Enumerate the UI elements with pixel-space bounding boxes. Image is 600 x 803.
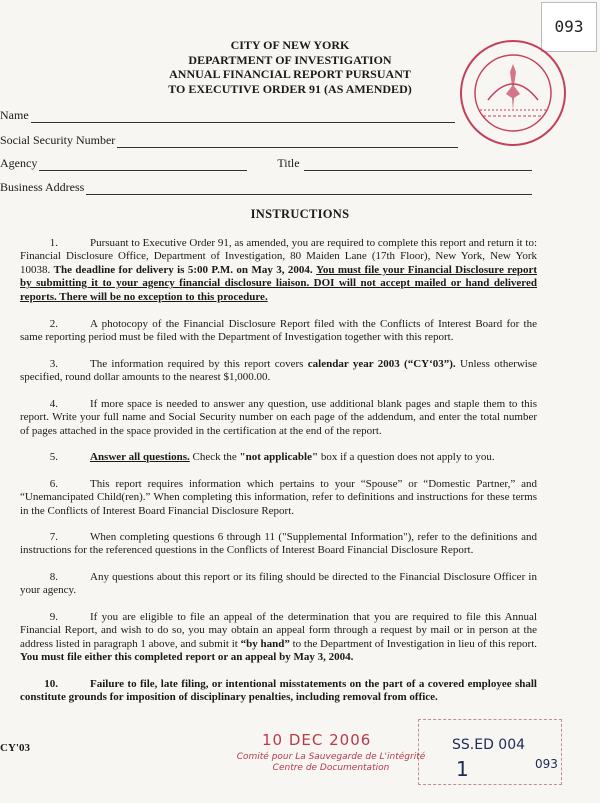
paragraph-8 [20, 571, 537, 598]
handwritten-number: 1 [456, 757, 469, 781]
paragraph-2 [20, 318, 537, 345]
by-hand-text: “by hand” [240, 637, 290, 650]
page-number: 093 [554, 17, 584, 36]
paragraph-number: 10. [44, 678, 58, 690]
paragraph-number: 3. [49, 358, 58, 370]
header-line-1: CITY OF NEW YORK [230, 38, 350, 52]
agency-line[interactable] [39, 159, 247, 171]
date-stamp: 10 DEC 2006 [262, 731, 372, 749]
paragraph-text: When completing questions 6 through 11 ("Supplemental Information"), refer to the definitions and instructions for the referenced questions in the Conflicts of Interest Board Financial Disclosure Report. [20, 531, 537, 557]
paragraph-text: to the Department of Investigation in lieu of this report. [292, 637, 538, 650]
document-header [100, 38, 480, 96]
agency-label: Agency [0, 156, 38, 170]
name-field[interactable] [0, 108, 455, 123]
ssn-line[interactable] [117, 136, 458, 148]
documentation-centre-stamp [236, 752, 426, 774]
handwritten-code: SS.ED 004 [452, 737, 526, 753]
paragraph-text: Any questions about this report or its filing should be directed to the Financial Disclosure Officer in your agency. [20, 571, 537, 597]
title-line[interactable] [304, 159, 532, 171]
centre-stamp-line-1: Comité pour La Sauvegarde de L'intégrité [236, 752, 426, 762]
centre-stamp-line-2: Centre de Documentation [272, 763, 390, 773]
handwritten-page-ref: 093 [535, 757, 558, 771]
ssn-field[interactable] [0, 133, 458, 148]
business-address-line[interactable] [86, 183, 532, 195]
paragraph-number: 9. [49, 611, 58, 623]
paragraph-number: 7. [49, 531, 58, 543]
seal-stamp-icon [458, 38, 568, 148]
paragraph-text: The information required by this report covers [90, 358, 304, 370]
header-line-2: DEPARTMENT OF INVESTIGATION [188, 52, 392, 67]
title-label: Title [277, 156, 300, 170]
paragraph-text: If you are eligible to file an appeal of the determination that you are required to file this Annual Financial Report, and wish to do so, you may obtain an appeal form through a request by mail or in person at the address listed in paragraph 1 above, and submit it [20, 611, 537, 650]
paragraph-number: 6. [49, 478, 58, 490]
appeal-deadline-text: You must file either this completed report or an appeal by May 3, 2004. [20, 651, 354, 664]
paragraph-text: This report requires information which pertains to your “Spouse” or “Domestic Partner,” and “Unemancipated Child(ren).” When completing this information, refer to definitions and instructions for these terms in the Conflicts of Interest Board Financial Disclosure Report. [20, 478, 537, 517]
not-applicable-text: "not applicable" [239, 451, 319, 463]
ssn-label: Social Security Number [0, 133, 116, 147]
header-line-4: TO EXECUTIVE ORDER 91 (AS AMENDED) [168, 81, 412, 96]
paragraph-7 [20, 531, 537, 558]
business-address-field[interactable] [0, 180, 532, 195]
calendar-year-text: calendar year 2003 (“CY‘03”). [307, 358, 456, 370]
paragraph-number: 1. [49, 237, 58, 249]
instructions-title: INSTRUCTIONS [250, 207, 350, 221]
paragraph-text: A photocopy of the Financial Disclosure Report filed with the Conflicts of Interest Board for the same reporting period must be filed with the Department of Investigation together with this report. [20, 318, 537, 344]
paragraph-text: Pursuant to Executive Order 91, as amended, you are required to complete this report and return it to: Financial Disclosure Office, Department of Investigation, 80 Maiden Lane (17th Floor), New York, New York 10038. [20, 237, 537, 276]
paragraph-10 [20, 678, 537, 705]
name-line[interactable] [31, 111, 455, 123]
paragraph-number: 2. [49, 318, 58, 330]
paragraph-text: box if a question does not apply to you. [320, 451, 495, 463]
agency-title-row [0, 156, 532, 171]
paragraph-4 [20, 398, 537, 438]
paragraph-9 [20, 611, 537, 665]
answer-all-text: Answer all questions. [90, 451, 190, 463]
paragraph-text: Check the [192, 451, 237, 463]
deadline-text: The deadline for delivery is 5:00 P.M. on May 3, 2004. [53, 263, 313, 276]
paragraph-6 [20, 478, 537, 518]
paragraph-5 [20, 451, 537, 464]
paragraph-text: If more space is needed to answer any question, use additional blank pages and staple them to this report. Write your full name and Social Security number on each page of the addendum, and enter the total number of pages attached in the space provided in the certification at the end of the report. [20, 398, 537, 437]
paragraph-number: 5. [49, 451, 58, 463]
paragraph-number: 4. [49, 398, 58, 410]
filing-requirement-text: You must file your Financial Disclosure report by submitting it to your agency financial disclosure liaison. DOI will not accept mailed or hand delivered reports. There will be no exception to this procedure. [20, 263, 538, 303]
paragraph-text: Failure to file, late filing, or intentional misstatements on the part of a covered employee shall constitute grounds for imposition of disciplinary penalties, including removal from office. [20, 678, 537, 704]
name-label: Name [0, 108, 29, 122]
paragraph-1 [20, 237, 537, 304]
header-line-3: ANNUAL FINANCIAL REPORT PURSUANT [169, 67, 411, 81]
cy-label: CY'03 [0, 742, 30, 754]
paragraph-3 [20, 358, 537, 385]
business-address-label: Business Address [0, 180, 85, 194]
paragraph-text: Unless otherwise specified, round dollar amounts to the nearest $1,000.00. [20, 358, 538, 384]
paragraph-number: 8. [49, 571, 58, 583]
